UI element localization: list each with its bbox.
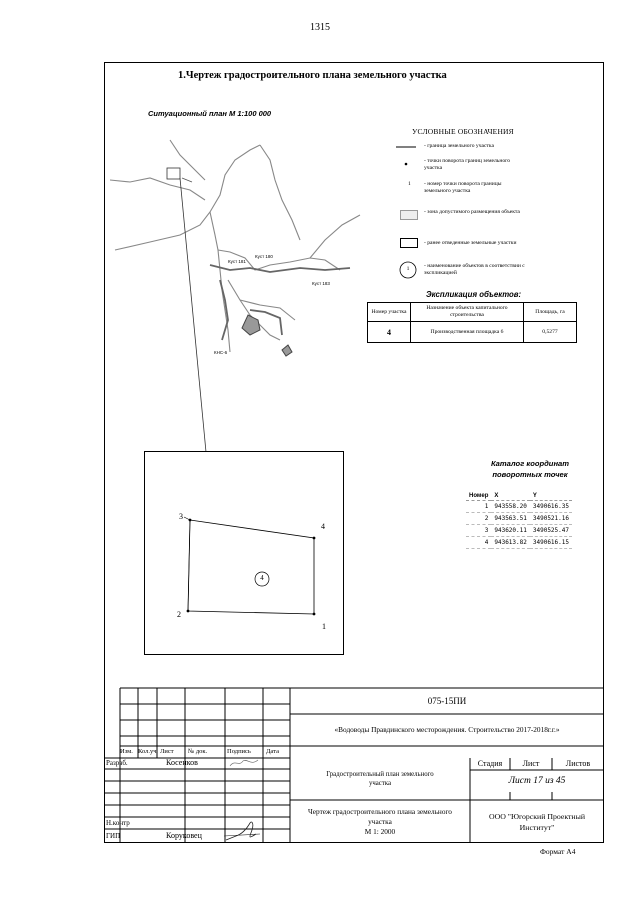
col-header-date: Дата xyxy=(266,748,279,755)
legend-item: - номер точки поворота границы земельного участка xyxy=(424,181,502,194)
table-cell: 3490525.47 xyxy=(530,525,572,537)
map-label: КНС-6 xyxy=(214,350,228,355)
legend-item: - ранее отведенные земельные участки xyxy=(424,240,517,246)
company-name: ООО "Югорский Проектный Институт" xyxy=(488,811,586,832)
plot-number-label: 4 xyxy=(260,574,264,582)
situation-plan-title: Ситуационный план М 1:100 000 xyxy=(148,109,272,118)
table-cell: 3490616.35 xyxy=(530,501,572,513)
stage-header: Стадия xyxy=(477,759,503,768)
table-cell: 4 xyxy=(466,537,491,549)
gip-role: ГИП xyxy=(106,832,121,840)
legend-symbol: 1 xyxy=(408,181,411,187)
map-label: Куст 183 xyxy=(312,281,330,286)
catalog-title: Каталог координат поворотных точек xyxy=(490,459,570,479)
map-label: Куст 181 xyxy=(228,259,246,264)
legend-item: - граница земельного участка xyxy=(424,143,495,149)
sheets-header: Листов xyxy=(565,759,591,768)
drawing-name: Чертеж градостроительного плана земельного участка xyxy=(308,806,452,826)
table-cell: 943620.11 xyxy=(491,525,530,537)
legend-item: - точки поворота границ земельного участка xyxy=(424,158,511,171)
legend-symbol: 1 xyxy=(406,266,410,272)
point-label: 4 xyxy=(321,522,325,531)
legend-item: - зона допустимого размещения объекта xyxy=(424,209,520,215)
col-header-doc: № док. xyxy=(188,748,208,755)
doc-title: Градостроительный план земельного участка xyxy=(326,771,434,787)
page-number: 1315 xyxy=(310,22,330,33)
point-label: 2 xyxy=(177,610,181,619)
table-header: Номер участка xyxy=(368,303,411,322)
table-cell: 0,5277 xyxy=(524,322,577,343)
table-cell: Производственная площадка 6 xyxy=(411,322,524,343)
drawing-scale: М 1: 2000 xyxy=(364,826,396,836)
paper-format: Формат А4 xyxy=(540,847,576,856)
point-label: 1 xyxy=(322,622,326,631)
developer-role: Разраб. xyxy=(106,759,128,767)
col-header-izm: Изм. xyxy=(120,748,133,755)
table-cell: 943558.20 xyxy=(491,501,530,513)
project-name: «Водоводы Правдинского месторождения. Строительство 2017-2018г.г.» xyxy=(334,725,560,734)
doc-code: 075-15ПИ xyxy=(427,696,467,706)
map-label: Куст 180 xyxy=(255,254,273,259)
developer-signature xyxy=(227,757,261,769)
main-title: 1.Чертеж градостроительного плана земельного участка xyxy=(178,70,447,81)
norm-control-role: Н.контр xyxy=(106,819,130,827)
table-header: Назначение объекта капитального строительства xyxy=(411,303,524,322)
table-cell: 3490521.16 xyxy=(530,513,572,525)
table-cell: 4 xyxy=(368,322,411,343)
col-header-list: Лист xyxy=(160,748,174,755)
table-header: Y xyxy=(530,492,572,501)
legend-item: - наименование объектов в соответствии с экспликацией xyxy=(424,263,525,276)
developer-name: Косенков xyxy=(166,758,198,767)
col-header-sign: Подпись xyxy=(227,748,251,755)
table-cell: 2 xyxy=(466,513,491,525)
sheet-value: Лист 17 из 45 xyxy=(508,776,566,786)
table-header: X xyxy=(491,492,530,501)
gip-name: Коруковец xyxy=(166,831,202,840)
legend-title: УСЛОВНЫЕ ОБОЗНАЧЕНИЯ xyxy=(412,127,514,136)
gip-signature xyxy=(222,818,262,844)
table-header: Площадь, га xyxy=(524,303,577,322)
sheet-header: Лист xyxy=(522,759,540,768)
table-cell: 3 xyxy=(466,525,491,537)
col-header-kol: Кол.уч xyxy=(138,748,157,755)
table-header: Номер xyxy=(466,492,491,501)
table-cell: 3490616.15 xyxy=(530,537,572,549)
point-label: 3 xyxy=(179,512,183,521)
explication-title: Экспликация объектов: xyxy=(426,290,522,299)
table-cell: 1 xyxy=(466,501,491,513)
table-cell: 943613.82 xyxy=(491,537,530,549)
table-cell: 943563.51 xyxy=(491,513,530,525)
